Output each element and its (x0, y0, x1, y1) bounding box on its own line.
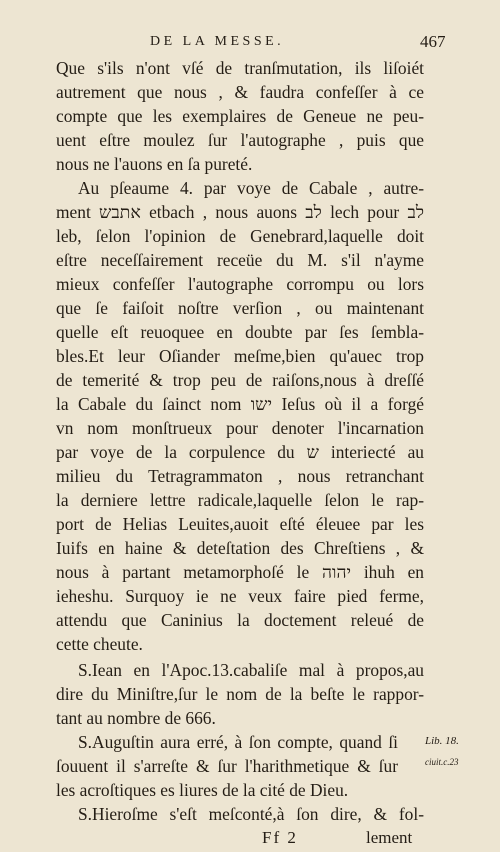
page-number: 467 (420, 32, 446, 51)
text-line: vn nom monſtrueux pour denoter l'incarnation (56, 418, 424, 438)
text-line: S.Hieroſme s'eſt meſconté,à ſon dire, & fol- (78, 804, 424, 824)
text-line: tant au nombre de 666. (56, 708, 216, 728)
text-line: ieheshu. Surquoy ie ne veux faire pied ferme, (56, 586, 424, 606)
text-line: cette cheute. (56, 634, 143, 654)
signature-mark: Ff 2 (262, 828, 298, 847)
text-line: Au pſeaume 4. par voye de Cabale , autre- (78, 178, 424, 198)
text-line: ment אתבש etbach , nous auons לב lech pour לב (56, 202, 424, 222)
text-line: S.Auguſtin aura erré, à ſon compte, quand ſi (78, 732, 398, 752)
text-line: par voye de la corpulence du ש interiecté au (56, 442, 424, 462)
text-line: la Cabale du ſainct nom ישו Ieſus où il a forgé (56, 394, 424, 414)
text-line: leb, ſelon l'opinion de Genebrard,laquelle doit (56, 226, 424, 246)
text-line: port de Helias Leuites,auoit eſté éleuee par les (56, 514, 424, 534)
text-line: eſtre neceſſairement receüe du M. s'il n'ayme (56, 250, 424, 270)
text-line: que ſe faiſoit noſtre verſion , ou maintenant (56, 298, 424, 318)
page-header (0, 34, 500, 56)
text-line: nous à partant metamorphoſé le יהוה ihuh en (56, 562, 424, 582)
text-line: S.Iean en l'Apoc.13.cabaliſe mal à propos,au (78, 660, 424, 680)
text-line: Iuifs en haine & deteſtation des Chreſtiens , & (56, 538, 424, 558)
text-line: ſouuent il s'arreſte & ſur l'harithmetique & ſur (56, 756, 398, 776)
catchword: lement (366, 828, 413, 847)
text-line: uent eſtre moulez ſur l'autographe , puis que (56, 130, 424, 150)
text-line: autrement que nous , & faudra confeſſer à ce (56, 82, 424, 102)
text-line: bles.Et leur Oſiander meſme,bien qu'auec trop (56, 346, 424, 366)
text-line: attendu que Caninius la doctement releué de (56, 610, 424, 630)
text-line: compte que les exemplaires de Geneue ne peu- (56, 106, 424, 126)
marginal-note: Lib. 18. (425, 735, 459, 747)
text-line: mieux confeſſer l'autographe corrompu ou lors (56, 274, 424, 294)
text-line: Que s'ils n'ont vſé de tranſmutation, ils liſoiét (56, 58, 424, 78)
text-line: dire du Miniſtre,ſur le nom de la beſte le rappor- (56, 684, 424, 704)
marginal-note: ciuit.c.23 (425, 757, 459, 767)
text-line: nous ne l'auons en ſa pureté. (56, 154, 253, 174)
text-line: les acroſtiques es liures de la cité de Dieu. (56, 780, 349, 800)
running-title: DE LA MESSE. (150, 34, 285, 49)
text-line: de temerité & trop peu de raiſons,nous à dreſſé (56, 370, 424, 390)
text-line: milieu du Tetragrammaton , nous retranchant (56, 466, 424, 486)
text-line: la derniere lettre radicale,laquelle ſelon le rap- (56, 490, 424, 510)
text-line: quelle eſt reuoquee en doubte par ſes ſembla- (56, 322, 424, 342)
